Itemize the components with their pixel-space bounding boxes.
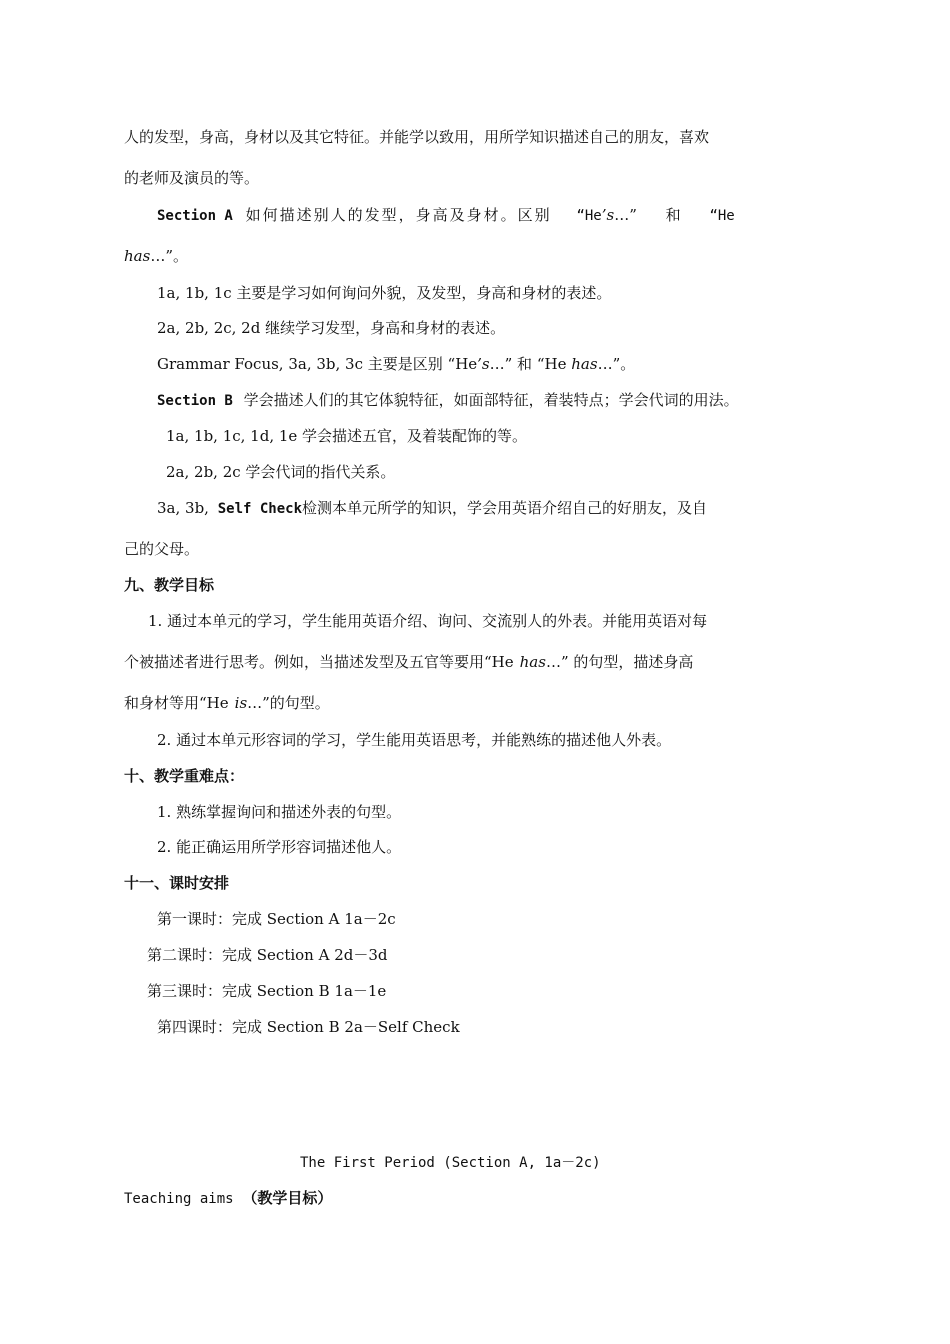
section-a-label: Section A (157, 208, 233, 224)
sub-item-a3: Grammar Focus, 3a, 3b, 3c 主要是区别 “He’s…” 和 “He has…”。 (157, 355, 636, 373)
schedule-period-3: 第三课时：完成 Section B 1a－1e (147, 982, 387, 1000)
period-title: The First Period (Section A, 1a－2c) (300, 1155, 601, 1171)
section-a-cont: has…”。 (124, 247, 188, 265)
goal-1-line-3: 和身材等用“He is…”的句型。 (124, 694, 330, 712)
intro-line-2: 的老师及演员的等。 (124, 169, 260, 187)
goal-1-line-2: 个被描述者进行思考。例如，当描述发型及五官等要用“He has…” 的句型，描述身高 (124, 653, 694, 671)
schedule-period-2: 第二课时：完成 Section A 2d－3d (147, 946, 388, 964)
sub-item-a1: 1a, 1b, 1c 主要是学习如何询问外貌，及发型，身高和身材的表述。 (157, 284, 612, 302)
key-point-2: 2. 能正确运用所学形容词描述他人。 (157, 838, 402, 856)
schedule-period-4: 第四课时：完成 Section B 2a－Self Check (157, 1018, 460, 1036)
sub-item-a2: 2a, 2b, 2c, 2d 继续学习发型，身高和身材的表述。 (157, 319, 506, 337)
self-check-label: Self Check (217, 501, 303, 517)
schedule-period-1: 第一课时：完成 Section A 1a－2c (157, 910, 396, 928)
heading-key-points: 十、教学重难点： (124, 767, 245, 785)
sub-item-b2: 2a, 2b, 2c 学会代词的指代关系。 (166, 463, 396, 481)
intro-line-1: 人的发型，身高，身材以及其它特征。并能学以致用，用所学知识描述自己的朋友，喜欢 (124, 128, 710, 146)
heading-schedule: 十一、课时安排 (124, 874, 230, 892)
section-a-text: 如何描述别人的发型，身高及身材。区别 (245, 206, 552, 224)
goal-2: 2. 通过本单元形容词的学习，学生能用英语思考，并能熟练的描述他人外表。 (157, 731, 672, 749)
section-b-label: Section B (157, 393, 233, 409)
section-b-line: Section B 学会描述人们的其它体貌特征，如面部特征，着装特点；学会代词的用法。 (157, 391, 739, 409)
section-a-line: Section A 如何描述别人的发型，身高及身材。区别 “He’s…” 和 “He (157, 206, 735, 224)
key-point-1: 1. 熟练掌握询问和描述外表的句型。 (157, 803, 402, 821)
heading-teaching-goals: 九、教学目标 (124, 576, 215, 594)
goal-1-line-1: 1. 通过本单元的学习，学生能用英语介绍、询问、交流别人的外表。并能用英语对每 (148, 612, 708, 630)
teaching-aims-heading: Teaching aims （教学目标） (124, 1189, 333, 1207)
sub-item-b3-cont: 己的父母。 (124, 540, 200, 558)
sub-item-b3: 3a, 3b, Self Check检测本单元所学的知识，学会用英语介绍自己的好朋友，及自 (157, 499, 708, 517)
sub-item-b1: 1a, 1b, 1c, 1d, 1e 学会描述五官，及着装配饰的等。 (166, 427, 528, 445)
